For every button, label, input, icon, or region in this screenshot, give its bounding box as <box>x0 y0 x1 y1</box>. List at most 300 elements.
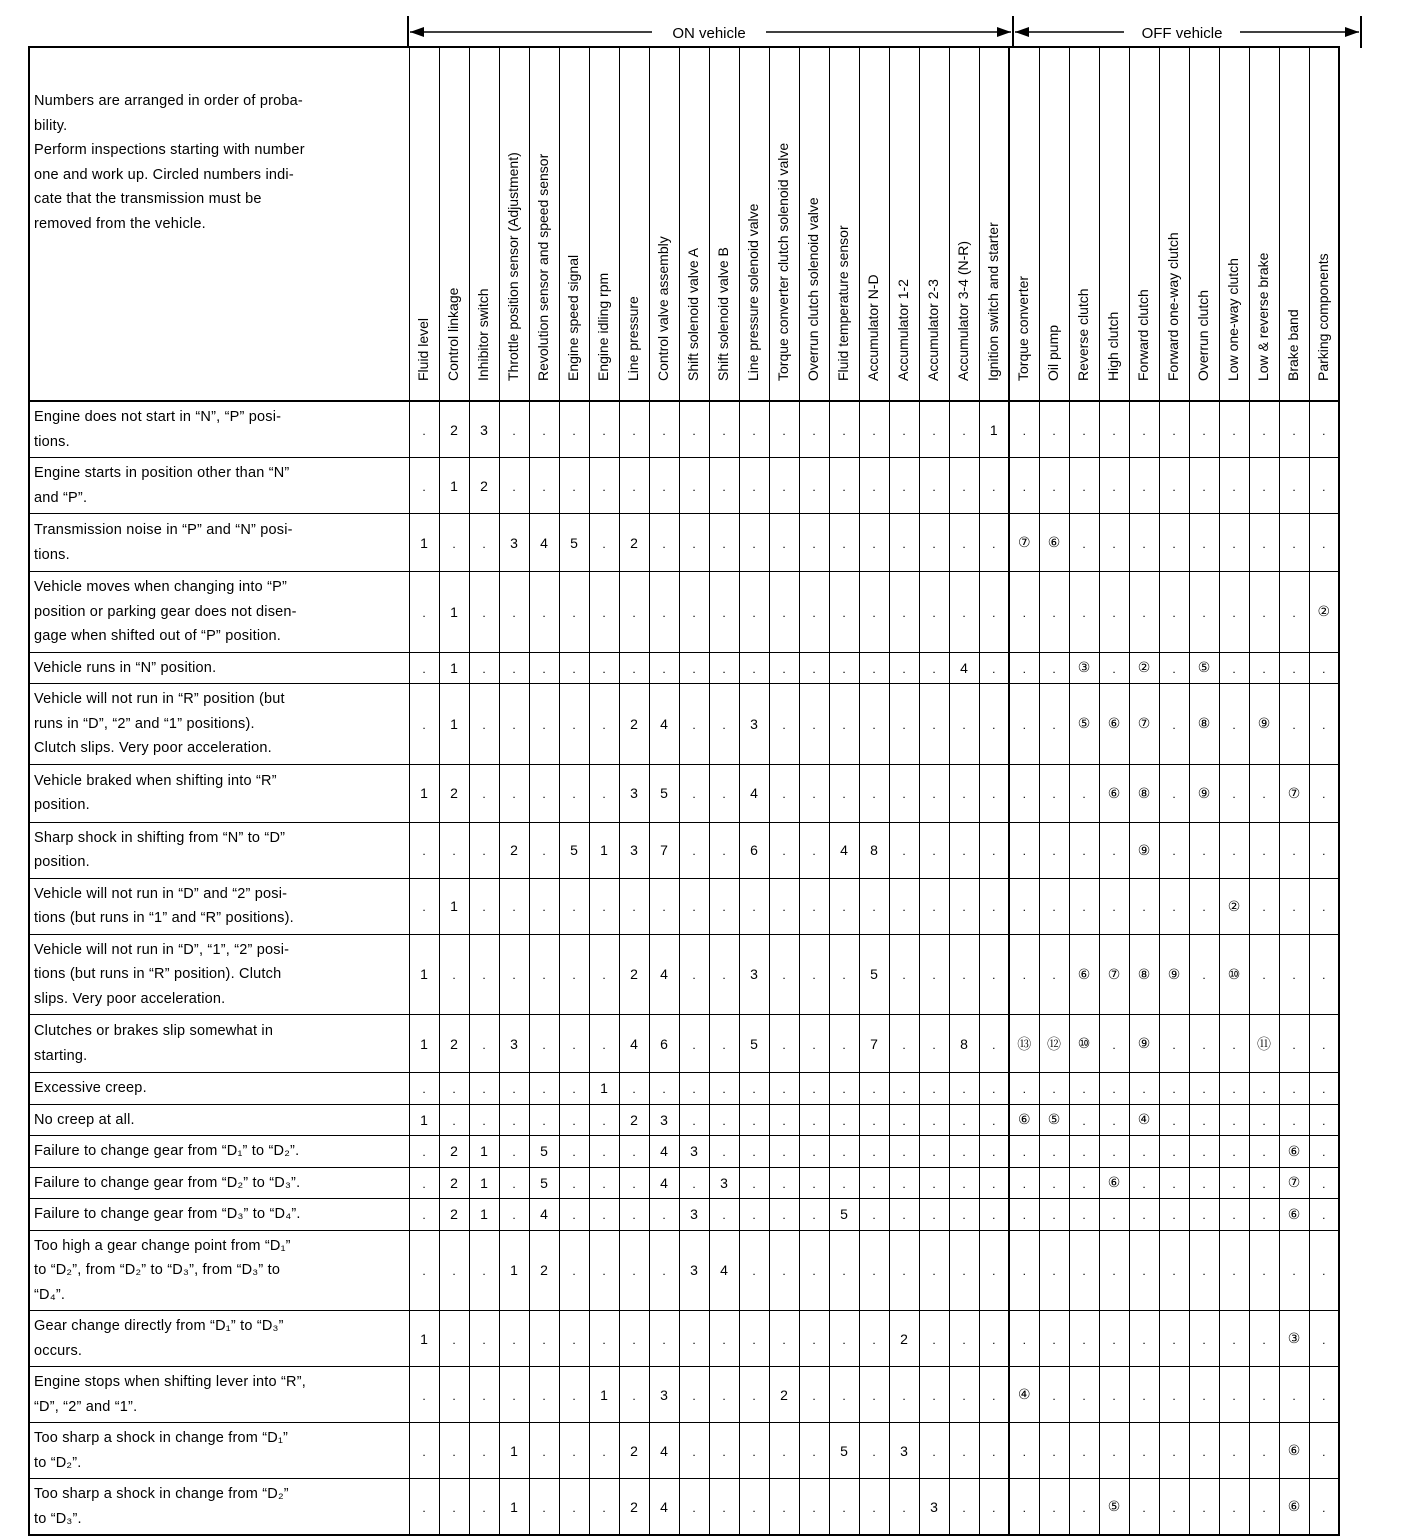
empty-mark: . <box>1082 605 1086 620</box>
value-cell <box>619 1104 649 1136</box>
empty-mark: . <box>512 423 516 438</box>
value-cell <box>919 458 949 514</box>
value-cell <box>469 1311 499 1367</box>
value-cell <box>1249 684 1279 765</box>
empty-mark: . <box>1052 900 1056 914</box>
value-cell <box>1219 514 1249 572</box>
empty-mark: . <box>872 479 876 494</box>
value-cell <box>919 934 949 1015</box>
value-cell <box>1099 1167 1129 1199</box>
value-cell <box>889 458 919 514</box>
empty-mark: . <box>752 1500 756 1515</box>
value-cell <box>1249 1104 1279 1136</box>
priority-number: ⑨ <box>1167 965 1181 982</box>
value-cell <box>949 684 979 765</box>
empty-mark: . <box>812 900 816 914</box>
empty-mark: . <box>1202 1037 1206 1052</box>
empty-mark: . <box>572 1332 576 1347</box>
value-cell <box>649 1073 679 1105</box>
value-cell <box>559 822 589 878</box>
empty-mark: . <box>1052 717 1056 732</box>
empty-mark: . <box>1292 1388 1296 1403</box>
empty-mark: . <box>1322 787 1326 801</box>
empty-mark: . <box>962 1332 966 1347</box>
empty-mark: . <box>1082 844 1086 858</box>
value-cell <box>919 514 949 572</box>
value-cell <box>1069 934 1099 1015</box>
empty-mark: . <box>962 1444 966 1459</box>
symptom-text: Excessive creep. <box>34 1080 147 1096</box>
value-cell <box>1249 1073 1279 1105</box>
value-cell <box>439 652 469 684</box>
value-cell <box>799 764 829 822</box>
priority-number: ⑥ <box>1287 1205 1301 1222</box>
value-cell <box>1039 878 1069 934</box>
value-cell <box>649 764 679 822</box>
empty-mark: . <box>422 900 426 914</box>
priority-number: 1 <box>420 785 428 801</box>
value-cell <box>619 878 649 934</box>
value-cell <box>1189 878 1219 934</box>
empty-mark: . <box>872 900 876 914</box>
value-cell <box>409 1104 439 1136</box>
value-cell <box>1189 1199 1219 1231</box>
empty-mark: . <box>932 1388 936 1403</box>
value-cell <box>739 514 769 572</box>
value-cell <box>1219 1199 1249 1231</box>
column-header <box>709 47 739 401</box>
value-cell <box>679 1423 709 1479</box>
empty-mark: . <box>992 536 996 551</box>
value-cell <box>1249 1367 1279 1423</box>
empty-mark: . <box>512 717 516 732</box>
value-cell <box>649 401 679 458</box>
priority-number: 2 <box>510 842 518 858</box>
value-cell <box>529 1199 559 1231</box>
empty-mark: . <box>1082 1208 1086 1223</box>
value-cell <box>979 401 1009 458</box>
value-cell <box>1189 684 1219 765</box>
value-cell <box>1219 1073 1249 1105</box>
value-cell <box>979 1230 1009 1311</box>
empty-mark: . <box>482 844 486 858</box>
empty-mark: . <box>722 900 726 914</box>
column-label: Low & reverse brake <box>1255 252 1271 381</box>
value-cell <box>679 1136 709 1168</box>
empty-mark: . <box>452 1388 456 1403</box>
value-cell <box>1129 1479 1159 1536</box>
value-cell <box>1219 1167 1249 1199</box>
empty-mark: . <box>1022 1264 1026 1279</box>
value-cell <box>589 1230 619 1311</box>
priority-number: ⑬ <box>1017 1035 1032 1052</box>
value-cell <box>1309 1311 1339 1367</box>
value-cell <box>1009 1423 1039 1479</box>
symptom-cell <box>29 572 409 653</box>
empty-mark: . <box>1262 787 1266 801</box>
empty-mark: . <box>572 605 576 620</box>
empty-mark: . <box>842 968 846 983</box>
value-cell <box>559 1104 589 1136</box>
value-cell <box>769 1167 799 1199</box>
value-cell <box>1249 514 1279 572</box>
empty-mark: . <box>962 787 966 801</box>
column-header <box>1219 47 1249 401</box>
empty-mark: . <box>902 844 906 858</box>
value-cell <box>1009 822 1039 878</box>
empty-mark: . <box>542 423 546 438</box>
priority-number: ④ <box>1017 1386 1031 1402</box>
value-cell <box>469 1167 499 1199</box>
value-cell <box>769 934 799 1015</box>
empty-mark: . <box>1202 1332 1206 1347</box>
empty-mark: . <box>752 1145 756 1160</box>
empty-mark: . <box>752 1176 756 1191</box>
empty-mark: . <box>1112 1332 1116 1347</box>
empty-mark: . <box>602 900 606 914</box>
empty-mark: . <box>1022 1176 1026 1191</box>
empty-mark: . <box>572 1176 576 1191</box>
value-cell <box>1039 1367 1069 1423</box>
empty-mark: . <box>602 536 606 551</box>
value-cell <box>1309 878 1339 934</box>
priority-number: 4 <box>660 966 668 983</box>
empty-mark: . <box>782 1208 786 1223</box>
empty-mark: . <box>692 1332 696 1347</box>
empty-mark: . <box>992 1176 996 1191</box>
empty-mark: . <box>602 1113 606 1128</box>
value-cell <box>1249 822 1279 878</box>
value-cell <box>559 1311 589 1367</box>
value-cell <box>949 1230 979 1311</box>
value-cell <box>589 1136 619 1168</box>
value-cell <box>769 1423 799 1479</box>
value-cell <box>1279 934 1309 1015</box>
value-cell <box>469 458 499 514</box>
value-cell <box>799 684 829 765</box>
empty-mark: . <box>542 1500 546 1515</box>
priority-number: ⑤ <box>1077 715 1091 732</box>
value-cell <box>769 572 799 653</box>
empty-mark: . <box>1082 1082 1086 1097</box>
empty-mark: . <box>992 1145 996 1160</box>
value-cell <box>799 1104 829 1136</box>
value-cell <box>919 684 949 765</box>
priority-number: 3 <box>510 1035 518 1052</box>
column-header <box>529 47 559 401</box>
value-cell <box>409 1167 439 1199</box>
empty-mark: . <box>932 1082 936 1097</box>
off-vehicle-arrow <box>1015 25 1359 42</box>
value-cell <box>1249 1230 1279 1311</box>
value-cell <box>979 934 1009 1015</box>
table-row <box>29 572 1339 653</box>
value-cell <box>1279 1230 1309 1311</box>
empty-mark: . <box>452 536 456 551</box>
value-cell <box>829 1479 859 1536</box>
empty-mark: . <box>452 1264 456 1279</box>
value-cell <box>829 822 859 878</box>
empty-mark: . <box>992 1500 996 1515</box>
value-cell <box>1219 652 1249 684</box>
priority-number: 2 <box>450 1174 458 1191</box>
value-cell <box>1189 934 1219 1015</box>
value-cell <box>1099 1311 1129 1367</box>
empty-mark: . <box>1232 536 1236 551</box>
empty-mark: . <box>1172 536 1176 551</box>
value-cell <box>829 1311 859 1367</box>
empty-mark: . <box>662 479 666 494</box>
column-label: Throttle position sensor (Adjustment) <box>505 152 521 381</box>
empty-mark: . <box>1172 1388 1176 1403</box>
priority-number: ⑦ <box>1137 715 1151 732</box>
value-cell <box>1039 764 1069 822</box>
empty-mark: . <box>1292 1264 1296 1279</box>
value-cell <box>499 572 529 653</box>
value-cell <box>1219 401 1249 458</box>
value-cell <box>1159 572 1189 653</box>
empty-mark: . <box>992 968 996 983</box>
value-cell <box>1099 1199 1129 1231</box>
value-cell <box>589 1311 619 1367</box>
value-cell <box>589 1073 619 1105</box>
empty-mark: . <box>1202 968 1206 983</box>
value-cell <box>589 1423 619 1479</box>
value-cell <box>439 934 469 1015</box>
priority-number: 4 <box>660 1174 668 1191</box>
value-cell <box>1309 822 1339 878</box>
value-cell <box>799 401 829 458</box>
empty-mark: . <box>572 1082 576 1097</box>
priority-number: 5 <box>750 1035 758 1052</box>
value-cell <box>919 1104 949 1136</box>
value-cell <box>739 822 769 878</box>
priority-number: 3 <box>630 842 638 858</box>
value-cell <box>1159 822 1189 878</box>
column-header <box>679 47 709 401</box>
empty-mark: . <box>932 1145 936 1160</box>
value-cell <box>1249 934 1279 1015</box>
table-row <box>29 934 1339 1015</box>
empty-mark: . <box>752 661 756 676</box>
priority-number: 5 <box>570 534 578 551</box>
value-cell <box>1099 1015 1129 1073</box>
empty-mark: . <box>1202 1444 1206 1459</box>
empty-mark: . <box>992 1208 996 1223</box>
priority-number: ⑨ <box>1137 1035 1151 1051</box>
value-cell <box>679 1311 709 1367</box>
value-cell <box>949 878 979 934</box>
empty-mark: . <box>1232 1388 1236 1403</box>
priority-number: ② <box>1317 603 1331 620</box>
empty-mark: . <box>1082 787 1086 801</box>
priority-number: 4 <box>660 1442 668 1459</box>
empty-mark: . <box>512 900 516 914</box>
empty-mark: . <box>1022 423 1026 438</box>
symptom-cell <box>29 1311 409 1367</box>
table-row <box>29 1015 1339 1073</box>
column-header <box>1069 47 1099 401</box>
value-cell <box>889 684 919 765</box>
empty-mark: . <box>872 605 876 620</box>
value-cell <box>799 514 829 572</box>
value-cell <box>979 764 1009 822</box>
value-cell <box>859 1423 889 1479</box>
value-cell <box>559 572 589 653</box>
empty-mark: . <box>512 787 516 801</box>
value-cell <box>499 458 529 514</box>
value-cell <box>1279 878 1309 934</box>
priority-number: 5 <box>540 1143 548 1160</box>
value-cell <box>1189 1104 1219 1136</box>
column-header <box>889 47 919 401</box>
empty-mark: . <box>1322 844 1326 858</box>
empty-mark: . <box>842 717 846 732</box>
value-cell <box>949 1073 979 1105</box>
empty-mark: . <box>482 787 486 801</box>
empty-mark: . <box>872 717 876 732</box>
column-header <box>769 47 799 401</box>
empty-mark: . <box>812 1332 816 1347</box>
value-cell <box>829 1199 859 1231</box>
priority-number: 1 <box>420 534 428 551</box>
value-cell <box>439 822 469 878</box>
value-cell <box>709 1199 739 1231</box>
empty-mark: . <box>422 1208 426 1223</box>
table-row <box>29 1479 1339 1536</box>
symptom-cell <box>29 1423 409 1479</box>
empty-mark: . <box>902 1388 906 1403</box>
value-cell <box>949 458 979 514</box>
value-cell <box>559 1015 589 1073</box>
value-cell <box>709 1073 739 1105</box>
empty-mark: . <box>1112 1208 1116 1223</box>
value-cell <box>439 1367 469 1423</box>
value-cell <box>439 1136 469 1168</box>
value-cell <box>1039 822 1069 878</box>
empty-mark: . <box>632 1208 636 1223</box>
empty-mark: . <box>572 1208 576 1223</box>
value-cell <box>889 822 919 878</box>
empty-mark: . <box>782 661 786 676</box>
symptom-text: Engine stops when shifting lever into “R”, “D”, “2” and “1”. <box>34 1374 306 1415</box>
value-cell <box>829 764 859 822</box>
value-cell <box>1039 1015 1069 1073</box>
value-cell <box>709 1230 739 1311</box>
value-cell <box>439 572 469 653</box>
value-cell <box>679 514 709 572</box>
value-cell <box>859 1104 889 1136</box>
value-cell <box>919 1479 949 1536</box>
column-header <box>469 47 499 401</box>
empty-mark: . <box>932 1037 936 1052</box>
value-cell <box>1279 1073 1309 1105</box>
value-cell <box>619 1015 649 1073</box>
symptom-text: Vehicle will not run in “D”, “1”, “2” posi- tions (but runs in “R” position). Clutch slips. Very poor acceleration. <box>34 941 290 1007</box>
empty-mark: . <box>782 605 786 620</box>
value-cell <box>769 1367 799 1423</box>
empty-mark: . <box>1052 968 1056 983</box>
value-cell <box>1189 1167 1219 1199</box>
empty-mark: . <box>872 1264 876 1279</box>
value-cell <box>1129 1423 1159 1479</box>
value-cell <box>1219 1015 1249 1073</box>
empty-mark: . <box>512 968 516 983</box>
priority-number: 5 <box>870 966 878 983</box>
empty-mark: . <box>602 423 606 438</box>
value-cell <box>1039 458 1069 514</box>
column-label: Engine idling rpm <box>595 272 611 381</box>
value-cell <box>829 1230 859 1311</box>
value-cell <box>949 1479 979 1536</box>
value-cell <box>1309 764 1339 822</box>
value-cell <box>1219 878 1249 934</box>
value-cell <box>1279 1015 1309 1073</box>
empty-mark: . <box>692 536 696 551</box>
value-cell <box>1039 1104 1069 1136</box>
value-cell <box>709 1015 739 1073</box>
symptom-cell <box>29 1230 409 1311</box>
value-cell <box>1129 1367 1159 1423</box>
value-cell <box>769 684 799 765</box>
empty-mark: . <box>1112 1082 1116 1097</box>
table-row <box>29 1230 1339 1311</box>
empty-mark: . <box>1022 968 1026 983</box>
empty-mark: . <box>992 479 996 494</box>
value-cell <box>1249 1423 1279 1479</box>
value-cell <box>739 1015 769 1073</box>
symptom-cell <box>29 1367 409 1423</box>
value-cell <box>919 1199 949 1231</box>
column-header <box>859 47 889 401</box>
value-cell <box>1009 1015 1039 1073</box>
value-cell <box>679 1167 709 1199</box>
symptom-text: Too sharp a shock in change from “D₁” to “D₂”. <box>34 1430 289 1471</box>
value-cell <box>1069 1479 1099 1536</box>
empty-mark: . <box>602 1264 606 1279</box>
empty-mark: . <box>1232 1176 1236 1191</box>
priority-number: 1 <box>510 1442 518 1459</box>
value-cell <box>679 572 709 653</box>
value-cell <box>1099 1230 1129 1311</box>
value-cell <box>829 1367 859 1423</box>
value-cell <box>949 764 979 822</box>
empty-mark: . <box>422 1176 426 1191</box>
empty-mark: . <box>692 1444 696 1459</box>
value-cell <box>1249 401 1279 458</box>
off-vehicle-label: OFF vehicle <box>1141 25 1223 42</box>
empty-mark: . <box>1232 423 1236 438</box>
value-cell <box>799 1073 829 1105</box>
priority-number: 1 <box>450 898 458 914</box>
value-cell <box>469 1423 499 1479</box>
empty-mark: . <box>902 423 906 438</box>
empty-mark: . <box>1232 479 1236 494</box>
priority-number: ⑥ <box>1107 1174 1121 1191</box>
value-cell <box>1279 458 1309 514</box>
empty-mark: . <box>662 1264 666 1279</box>
priority-number: 2 <box>450 785 458 801</box>
empty-mark: . <box>962 1208 966 1223</box>
value-cell <box>1309 401 1339 458</box>
priority-number: 1 <box>450 603 458 620</box>
value-cell <box>709 684 739 765</box>
value-cell <box>919 401 949 458</box>
priority-number: 1 <box>420 1330 428 1347</box>
value-cell <box>1249 1015 1279 1073</box>
value-cell <box>1129 401 1159 458</box>
empty-mark: . <box>422 1264 426 1279</box>
